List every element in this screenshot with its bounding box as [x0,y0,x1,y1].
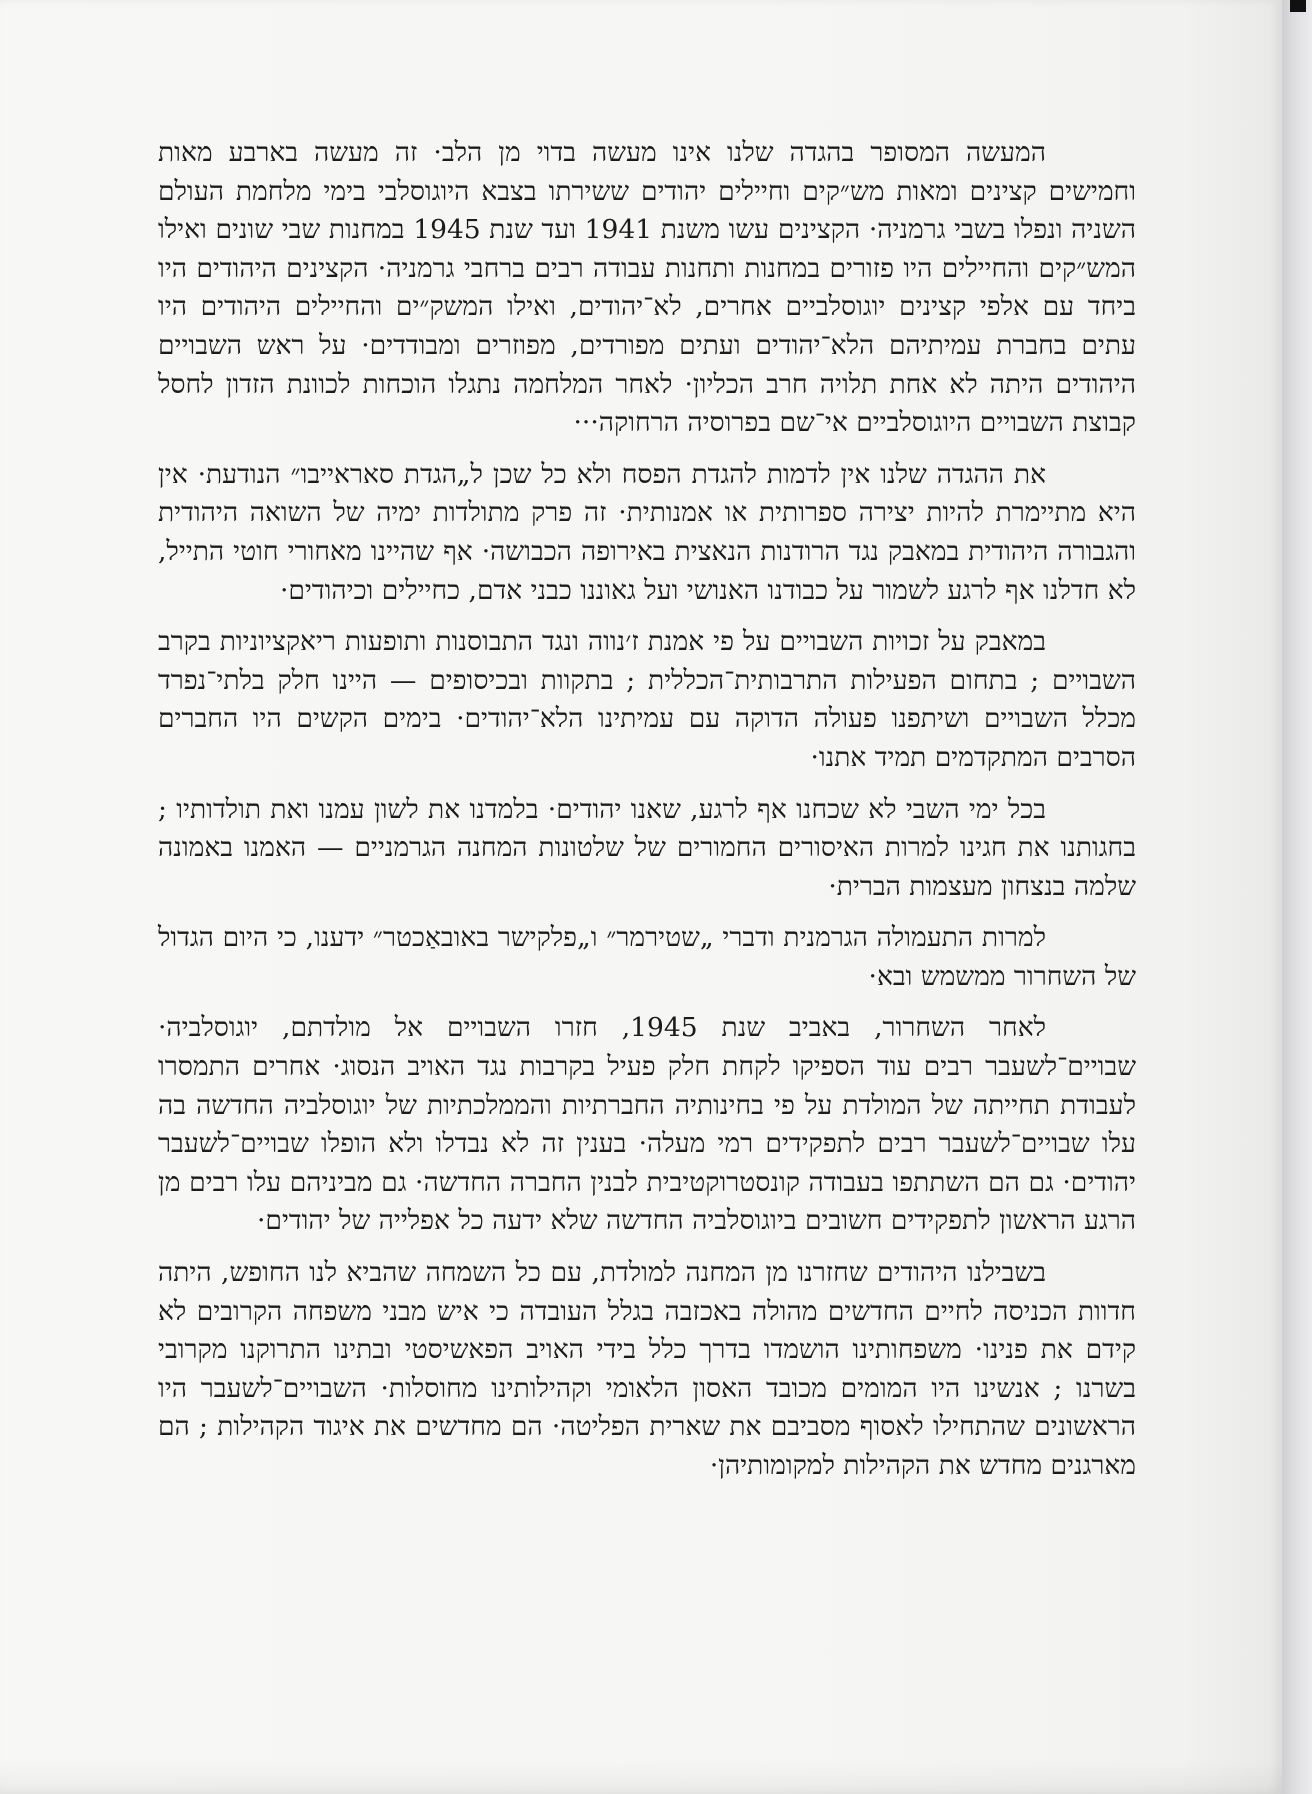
paragraph-3: במאבק על זכויות השבויים על פי אמנת ז׳נווה ונגד התבוסנות ותופעות ריאקציוניות בקרב השבויים ; בתחום הפעילות התרבותית־הכללית ; בתקוות ובכיסופים — היינו חלק בלתי־נפרד מכלל השבויים ושיתפנו פעולה הדוקה עם עמיתינו הלא־יהודים· בימים הקשים היו החברים הסרבים המתקדמים תמיד אתנו· [158,626,1136,773]
body-text [158,134,1136,1499]
paragraph-2: את ההגדה שלנו אין לדמות להגדת הפסח ולא כל שכן ל„הגדת סאראייבו״ הנודעת· אין היא מתיימרת להיות יצירה ספרותית או אמנותית· זה פרק מתולדות ימיה של השואה היהודית והגבורה היהודית במאבק נגד הרודנות הנאצית באירופה הכבושה· אף שהיינו מאחורי חוטי התייל, לא חדלנו אף לרגע לשמור על כבודנו האנושי ועל גאוננו כבני אדם, כחיילים וכיהודים· [158,458,1136,606]
page-edge [1282,0,1312,1794]
paragraph-7: בשבילנו היהודים שחזרנו מן המחנה למולדת, עם כל השמחה שהביא לנו החופש, היתה חדוות הכניסה לחיים החדשים מהולה באכזבה בגלל העובדה כי איש מבני משפחה הקרובים לא קידם את פנינו· משפחותינו הושמדו בדרך כלל בידי האויב הפאשיסטי ובתינו התרוקנו מקרובי בשרנו ; אנשינו היו המומים מכובד האסון הלאומי וקהילותינו מחוסלות· השבויים־לשעבר היו הראשונים שהתחילו לאסוף מסביבם את שארית הפליטה· הם מחדשים את איגוד הקהילות ; הם מארגנים מחדש את הקהילות למקומותיהן· [158,1257,1136,1481]
paragraph-4: בכל ימי השבי לא שכחנו אף לרגע, שאנו יהודים· בלמדנו את לשון עמנו ואת תולדותיו ; בחגותנו את חגינו למרות האיסורים החמורים של שלטונות המחנה הגרמניים — האמנו באמונה שלמה בנצחון מעצמות הברית· [158,793,1136,902]
page-bottom-shadow [0,1760,1282,1794]
scan-corner-mark [1290,0,1306,12]
paragraph-6: לאחר השחרור, באביב שנת 1945, חזרו השבויים אל מולדתם, יוגוסלביה· שבויים־לשעבר רבים עוד הספיקו לקחת חלק פעיל בקרבות נגד האויב הנסוג· אחרים התמסרו לעבודת תחייתה של המולדת על פי בחינותיה החברתיות והממלכתיות של יוגוסלביה החדשה בה עלו שבויים־לשעבר רבים לתפקידים רמי מעלה· בענין זה לא נבדלו ולא הופלו שבויים־לשעבר יהודים· גם הם השתתפו בעבודה קונסטרוקטיבית לבנין החברה החדשה· גם מביניהם עלו רבים מן הרגע הראשון לתפקידים חשובים ביוגוסלביה החדשה שלא ידעה כל אפלייה של יהודים· [158,1012,1136,1237]
paragraph-1: המעשה המסופר בהגדה שלנו אינו מעשה בדוי מן הלב· זה מעשה בארבע מאות וחמישים קצינים ומאות מש״קים וחיילים יהודים ששירתו בצבא היוגוסלבי בימי מלחמת העולם השניה ונפלו בשבי גרמניה· הקצינים עשו משנת 1941 ועד שנת 1945 במחנות שבי שונים ואילו המש״קים והחיילים היו פזורים במחנות ותחנות עבודה רבים ברחבי גרמניה· הקצינים היהודים היו ביחד עם אלפי קצינים יוגוסלביים אחרים, לא־יהודים, ואילו המשק״ים והחיילים היהודים היו עתים בחברת עמיתיהם הלא־יהודים ועתים מפורדים, מפוזרים ומבודדים· על ראש השבויים היהודים היתה לא אחת תלויה חרב הכליון· לאחר המלחמה נתגלו הוכחות לכוונת הזדון לחסל קבוצת השבויים היוגוסלביים אי־שם בפרוסיה הרחוקה··· [158,137,1136,439]
paragraph-5: למרות התעמולה הגרמנית ודברי „שטירמר״ ו„פלקישר באובאַכטר״ ידענו, כי היום הגדול של השחרור ממשמש ובא· [158,922,1136,992]
